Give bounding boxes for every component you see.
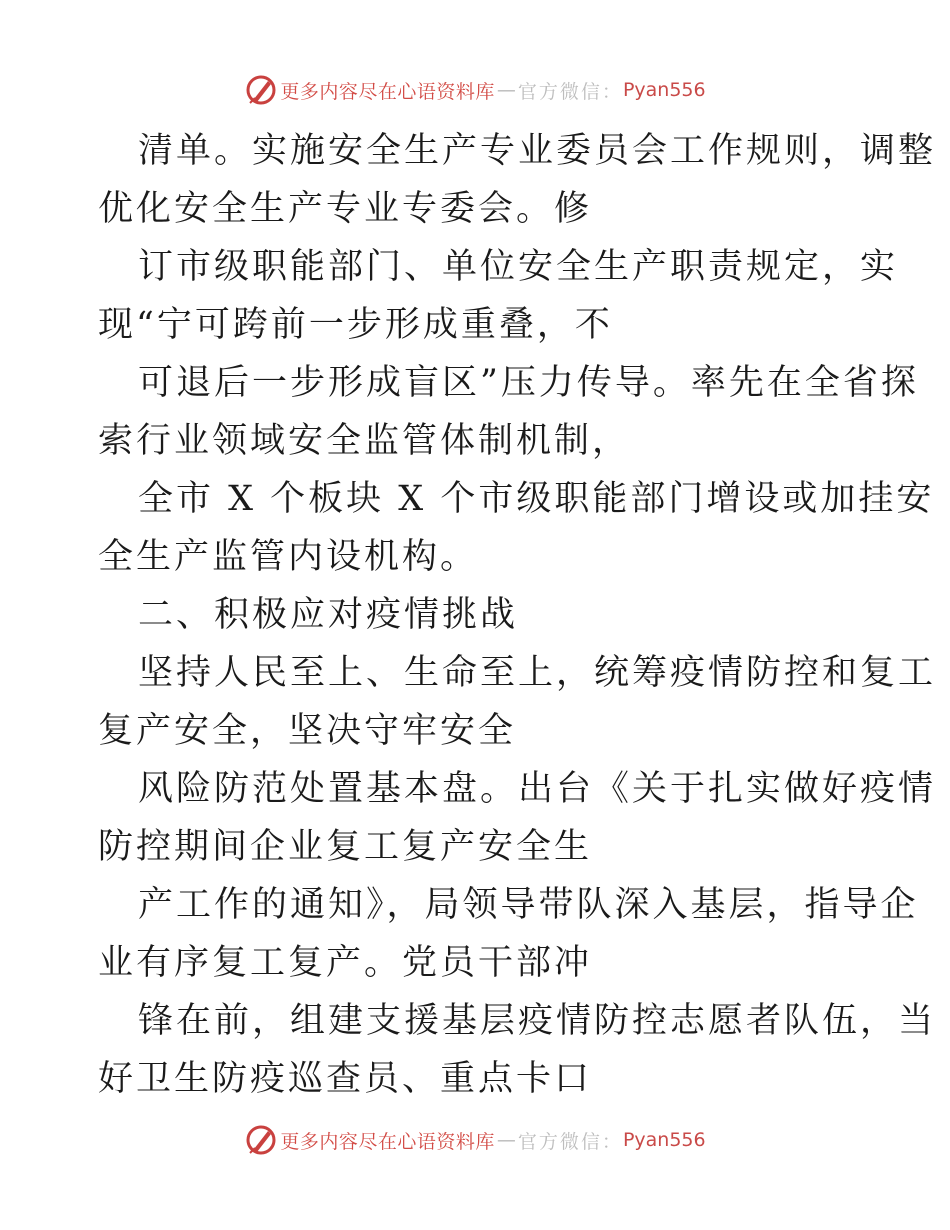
text-line: 好卫生防疫巡查员、重点卡口 <box>98 1059 593 1099</box>
footer-watermark <box>0 1120 950 1160</box>
document-body <box>98 122 937 1108</box>
text-line: 坚持人民至上、生命至上，统筹疫情防控和复工 <box>138 653 937 693</box>
pen-logo-icon <box>244 73 278 107</box>
text-line: 订市级职能部门、单位安全生产职责规定，实 <box>138 247 899 287</box>
watermark-text: 更多内容尽在心语资料库 <box>280 1130 495 1153</box>
text-line: 防控期间企业复工复产安全生 <box>98 827 593 867</box>
text-line: 优化安全生产专业专委会。修 <box>98 189 593 229</box>
watermark-text: 更多内容尽在心语资料库 <box>280 80 495 103</box>
text-line: 可退后一步形成盲区”压力传导。率先在全省探 <box>138 363 919 403</box>
watermark-wechat-label: 官方微信： <box>517 1130 623 1153</box>
text-line: 全市 X 个板块 X 个市级职能部门增设或加挂安 <box>138 479 935 519</box>
text-line: 产工作的通知》，局领导带队深入基层，指导企 <box>138 885 919 925</box>
text-line: 锋在前，组建支援基层疫情防控志愿者队伍，当 <box>138 1001 937 1041</box>
watermark-wechat-id: Pyan556 <box>622 1129 706 1151</box>
header-watermark <box>0 70 950 110</box>
text-line: 全生产监管内设机构。 <box>98 537 479 577</box>
text-line: 复产安全，坚决守牢安全 <box>98 711 517 751</box>
text-line: 现“宁可跨前一步形成重叠，不 <box>98 305 613 345</box>
watermark-dash: — <box>496 79 516 101</box>
text-line: 业有序复工复产。党员干部冲 <box>98 943 593 983</box>
text-line: 风险防范处置基本盘。出台《关于扎实做好疫情 <box>138 769 937 809</box>
pen-logo-icon <box>244 1123 278 1157</box>
text-line: 清单。实施安全生产专业委员会工作规则，调整 <box>138 131 937 171</box>
watermark-wechat-label: 官方微信： <box>517 80 623 103</box>
watermark-wechat-id: Pyan556 <box>622 79 706 101</box>
watermark-dash: — <box>496 1129 516 1151</box>
section-heading: 二、积极应对疫情挑战 <box>138 595 519 635</box>
text-line: 索行业领域安全监管体制机制， <box>98 421 631 461</box>
